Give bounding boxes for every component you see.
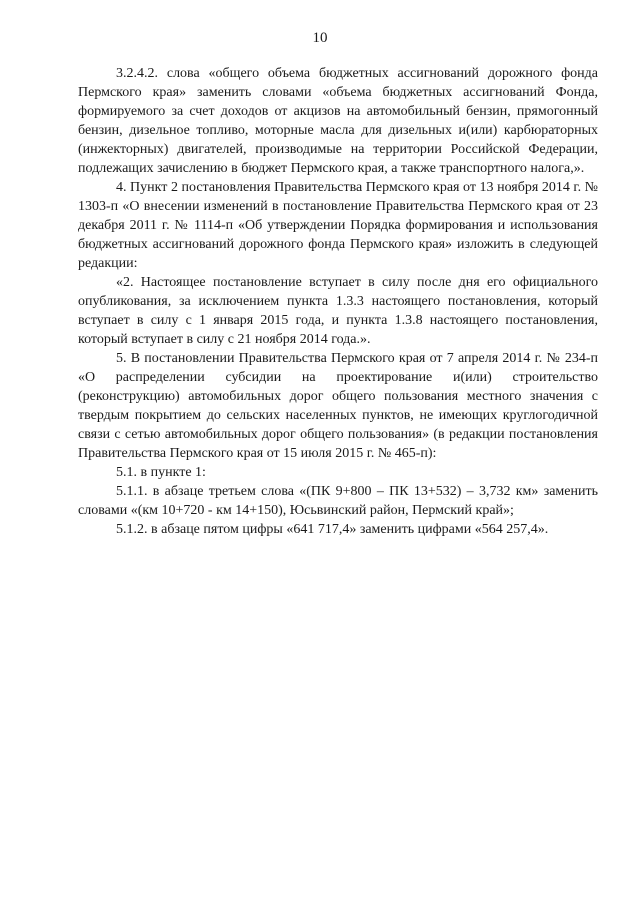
paragraph-item-4: 4. Пункт 2 постановления Правительства Пермского края от 13 ноября 2014 г. № 1303-п «О внесении изменений в постановление Правительства Пермского края от 23 декабря 2011 г. № 1114-п «Об утверждении Порядка формирования и использования бюджетных ассигнований дорожного фонда Пермского края» изложить в следующей редакции: bbox=[78, 180, 598, 271]
page-number: 10 bbox=[312, 30, 328, 46]
paragraph-item-5-1-2: 5.1.2. в абзаце пятом цифры «641 717,4» заменить цифрами «564 257,4». bbox=[116, 522, 549, 537]
paragraph-item-4-quote: «2. Настоящее постановление вступает в силу после дня его официального опубликования, за исключением пункта 1.3.3 настоящего постановления, который вступает в силу с 1 января 2015 года, и пункта 1.3.8 настоящего постановления, который вступает в силу с 21 ноября 2014 года.». bbox=[78, 275, 598, 347]
paragraph-item-5-1: 5.1. в пункте 1: bbox=[116, 465, 206, 480]
paragraph-item-5-1-1: 5.1.1. в абзаце третьем слова «(ПК 9+800 – ПК 13+532) – 3,732 км» заменить словами «(км 10+720 - км 14+150), Юсьвинский район, Пермский край»; bbox=[78, 484, 598, 518]
paragraph-3-2-4-2: 3.2.4.2. слова «общего объема бюджетных ассигнований дорожного фонда Пермского края» заменить словами «объема бюджетных ассигнований Фонда, формируемого за счет доходов от акцизов на автомобильный бензин, прямогонный бензин, дизельное топливо, моторные масла для дизельных и(или) карбюраторных (инжекторных) двигателей, производимые на территории Российской Федерации, подлежащих зачислению в бюджет Пермского края, а также транспортного налога,». bbox=[78, 66, 598, 176]
document-body bbox=[78, 64, 598, 539]
paragraph-item-5: 5. В постановлении Правительства Пермского края от 7 апреля 2014 г. № 234-п «О распределении субсидии на проектирование и(или) строительство (реконструкцию) автомобильных дорог общего пользования местного значения с твердым покрытием до сельских населенных пунктов, не имеющих круглогодичной связи с сетью автомобильных дорог общего пользования» (в редакции постановления Правительства Пермского края от 15 июля 2015 г. № 465-п): bbox=[78, 351, 598, 461]
